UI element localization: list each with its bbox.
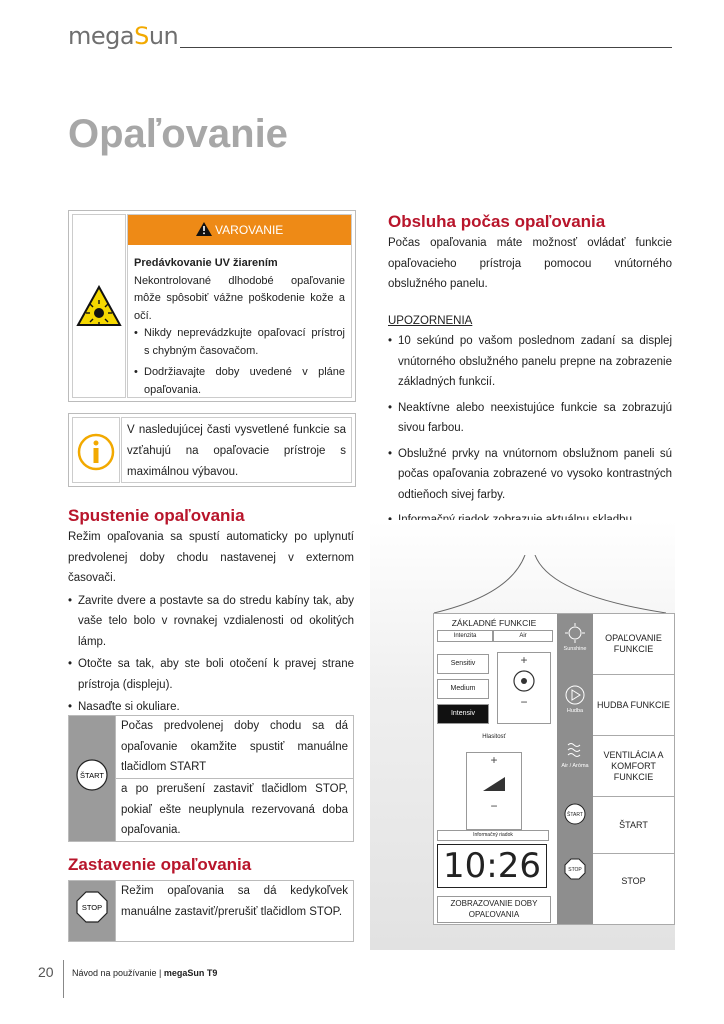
intensiv-button[interactable]: Intensiv xyxy=(437,704,489,724)
time-display: 10:26 xyxy=(437,844,547,888)
page-number: 20 xyxy=(38,964,54,980)
list-item: • 10 sekúnd po vašom poslednom zadaní sa displej vnútorného obslužného panelu prepne na zobrazenie základných funkcií. xyxy=(388,331,672,393)
megasun-logo: megaSun xyxy=(68,22,179,50)
list-item: • Otočte sa tak, aby ste boli otočení k pravej strane prístroja (displeju). xyxy=(68,654,354,695)
fan-icon xyxy=(509,669,539,693)
info-box xyxy=(68,413,356,487)
sun-icon xyxy=(564,622,586,644)
air-aroma-icon xyxy=(564,739,586,761)
tab-air[interactable]: Air xyxy=(493,630,553,642)
sensitiv-button[interactable]: Sensitiv xyxy=(437,654,489,674)
warning-header xyxy=(128,215,351,245)
info-text: V nasledujúcej časti vysvetlené funkcie sa vzťahujú na opaľovacie prístroje s maximálnou výbavou. xyxy=(121,417,352,483)
ventilation-functions-button[interactable]: VENTILÁCIA A KOMFORT FUNKCIE xyxy=(593,736,674,797)
warning-body xyxy=(134,255,345,399)
operation-intro: Počas opaľovania máte možnosť ovládať funkcie opaľovacieho prístroja pomocou vnútorného obslužného panelu. xyxy=(388,237,672,290)
callout-lines xyxy=(430,555,670,615)
air-label: Air / Aróma xyxy=(561,763,589,769)
strip-stop-icon xyxy=(563,857,587,881)
footer-label: Návod na používanie | xyxy=(72,968,164,978)
stop-button-label: STOP xyxy=(81,903,103,913)
strip-start-label: ŠTART xyxy=(567,812,583,818)
warning-bold: Predávkovanie UV žiarením xyxy=(134,257,278,269)
air-plus[interactable]: + xyxy=(520,653,528,667)
stop-button-icon xyxy=(75,890,109,924)
list-item: • Nasaďte si okuliare. xyxy=(68,697,354,718)
music-cell[interactable] xyxy=(557,684,593,714)
control-panel xyxy=(433,613,675,925)
notes-list xyxy=(388,331,672,531)
warning-triangle-icon xyxy=(196,222,212,236)
sunshine-label: Sunshine xyxy=(563,646,587,652)
start-row-2: a po prerušení zastaviť tlačidlom STOP, pokiaľ ešte neuplynula rezervovaná doba opaľovania. xyxy=(116,779,354,842)
start-cell xyxy=(69,716,116,842)
start-row-1: Počas predvolenej doby chodu sa dá opaľovanie okamžite spustiť manuálne tlačidlom START xyxy=(116,716,354,779)
warning-box xyxy=(68,210,356,402)
list-item: • Neaktívne alebo neexistujúce funkcie sa zobrazujú sivou farbou. xyxy=(388,398,672,439)
start-list xyxy=(68,591,354,718)
start-intro xyxy=(68,527,354,718)
stop-cell xyxy=(69,881,116,942)
footer-brand: megaSun T9 xyxy=(163,968,218,978)
strip-stop-label: STOP xyxy=(568,867,582,873)
strip-start-icon xyxy=(563,802,587,826)
info-icon xyxy=(76,432,116,472)
start-button-icon xyxy=(75,758,109,792)
strip-stop-cell[interactable] xyxy=(557,857,593,883)
music-label: Hudba xyxy=(566,708,584,714)
tanning-functions-button[interactable]: OPAĽOVANIE FUNKCIE xyxy=(593,614,674,675)
warning-text: Nekontrolované dlhodobé opaľovanie môže spôsobiť vážne poškodenie kože a očí. xyxy=(134,274,345,322)
tab-intensity[interactable]: Intenzita xyxy=(437,630,493,642)
start-table xyxy=(68,715,354,842)
list-item: • Zavrite dvere a postavte sa do stredu kabíny tak, aby vaše telo bolo v rovnakej vzdialenosti od okolitých lámp. xyxy=(68,591,354,653)
operation-heading: Obsluha počas opaľovania xyxy=(388,212,606,231)
start-button[interactable]: ŠTART xyxy=(593,797,674,854)
volume-plus[interactable]: + xyxy=(490,753,498,767)
start-heading: Spustenie opaľovania xyxy=(68,506,245,525)
medium-button[interactable]: Medium xyxy=(437,679,489,699)
start-intro-text: Režim opaľovania sa spustí automaticky po uplynutí predvolenej doby chodu nastavenej v externom časovači. xyxy=(68,531,354,584)
stop-heading: Zastavenie opaľovania xyxy=(68,855,252,874)
stop-table xyxy=(68,880,354,942)
info-row: Informačný riadok xyxy=(437,830,549,841)
info-icon-column xyxy=(72,417,120,483)
music-icon xyxy=(564,684,586,706)
basic-functions-title: ZÁKLADNÉ FUNKCIE xyxy=(437,617,551,629)
operation-body xyxy=(388,233,672,536)
stop-text: Režim opaľovania sa dá kedykoľvek manuálne zastaviť/prerušiť tlačidlom STOP. xyxy=(116,881,354,942)
volume-label: Hlasitosť xyxy=(469,732,519,742)
uv-radiation-icon xyxy=(76,285,122,327)
function-strip xyxy=(557,614,593,924)
warning-content xyxy=(127,214,352,398)
warning-list xyxy=(134,325,345,399)
music-functions-button[interactable]: HUDBA FUNKCIE xyxy=(593,675,674,736)
display-label: ZOBRAZOVANIE DOBY OPAĽOVANIA xyxy=(437,896,551,923)
air-control[interactable] xyxy=(497,652,551,724)
sunshine-cell[interactable] xyxy=(557,622,593,652)
air-cell[interactable] xyxy=(557,739,593,769)
strip-start-cell[interactable] xyxy=(557,802,593,828)
footer-text xyxy=(72,968,217,978)
notes-title: UPOZORNENIA xyxy=(388,314,473,327)
header-rule xyxy=(180,47,672,48)
footer-divider xyxy=(63,960,64,998)
volume-icon xyxy=(479,771,509,795)
list-item: • Dodržiavajte doby uvedené v pláne opaľovania. xyxy=(134,364,345,399)
volume-control[interactable] xyxy=(466,752,522,830)
list-item: • Nikdy neprevádzkujte opaľovací prístroj s chybným časovačom. xyxy=(134,325,345,360)
page-title: Opaľovanie xyxy=(68,112,288,156)
volume-minus[interactable]: − xyxy=(490,799,498,813)
warning-icon-column xyxy=(72,214,126,398)
stop-button[interactable]: STOP xyxy=(621,876,646,886)
start-button-label: ŠTART xyxy=(80,770,104,780)
list-item: • Obslužné prvky na vnútornom obslužnom paneli sú počas opaľovania zobrazené vo vysoko kontrastných odtieňoch sivej farby. xyxy=(388,444,672,506)
air-minus[interactable]: − xyxy=(520,695,528,709)
warning-title: VAROVANIE xyxy=(215,223,284,237)
